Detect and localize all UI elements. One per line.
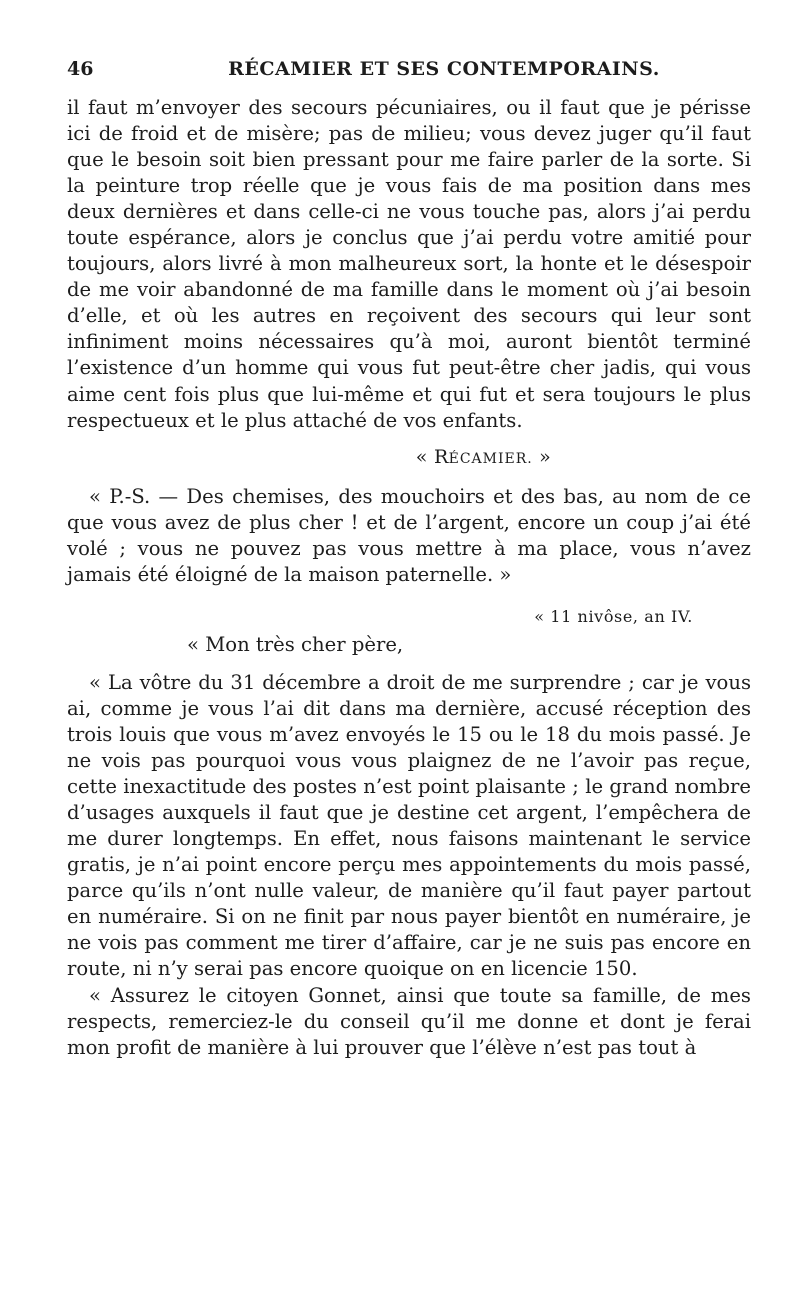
- signature-initial: R: [434, 445, 449, 468]
- signature-open-quote: «: [415, 445, 434, 468]
- paragraph-letter-body: « La vôtre du 31 décembre a droit de me surprendre ; car je vous ai, comme je vous l’ai dit dans ma dernière, accusé réception des trois louis que vous m’avez envoyés le 15 ou le 18 du mois passé. Je ne vois pas pourquoi vous vous plaignez de ne l’avoir pas reçue, cette inexactitude des postes n’est point plaisante ; le grand nombre d’usages auxquels il faut que je destine cet argent, l’empêchera de me durer longtemps. En effet, nous faisons maintenant le service gratis, je n’ai point encore perçu mes appointements du mois passé, parce qu’ils n’ont nulle valeur, de manière qu’il faut payer partout en numéraire. Si on ne finit par nous payer bientôt en numéraire, je ne vois pas comment me tirer d’affaire, car je ne suis pas encore en route, ni n’y serai pas encore quoique on en licencie 150.: [67, 670, 751, 981]
- signature-close-quote: »: [532, 445, 551, 468]
- page-header: [67, 58, 751, 88]
- signature: [67, 444, 751, 472]
- salutation: « Mon très cher père,: [187, 632, 404, 656]
- signature-rest: ÉCAMIER.: [448, 450, 533, 467]
- running-title: RÉCAMIER ET SES CONTEMPORAINS.: [228, 58, 660, 80]
- letter-date: « 11 nivôse, an IV.: [534, 606, 693, 626]
- paragraph-letter-continuation: « Assurez le citoyen Gonnet, ainsi que toute sa famille, de mes respects, remerciez-le du conseil qu’il me donne et dont je ferai mon profit de manière à lui prouver que l’élève n’est pas tout à: [67, 983, 751, 1059]
- postscript: « P.-S. — Des chemises, des mouchoirs et des bas, au nom de ce que vous avez de plus cher ! et de l’argent, encore un coup j’ai été volé ; vous ne pouvez pas vous mettre à ma place, vous n’avez jamais été éloigné de la maison paternelle. »: [67, 484, 751, 586]
- page-number: 46: [67, 58, 94, 80]
- body-text: [67, 95, 751, 1061]
- paragraph-letter-end: il faut m’envoyer des secours pécuniaires, ou il faut que je périsse ici de froid et de misère; pas de milieu; vous devez juger qu’il faut que le besoin soit bien pressant pour me faire parler de la sorte. Si la peinture trop réelle que je vous fais de ma position dans mes deux dernières et dans celle-ci ne vous touche pas, alors j’ai perdu toute espérance, alors je conclus que j’ai perdu votre amitié pour toujours, alors livré à mon malheureux sort, la honte et le désespoir de me voir abandonné de ma famille dans le moment où j’ai besoin d’elle, et où les autres en reçoivent des secours qui leur sont infiniment moins nécessaires qu’à moi, auront bientôt terminé l’existence d’un homme qui vous fut peut-être cher jadis, qui vous aime cent fois plus que lui-même et qui fut et sera toujours le plus respectueux et le plus attaché de vos enfants.: [67, 96, 751, 432]
